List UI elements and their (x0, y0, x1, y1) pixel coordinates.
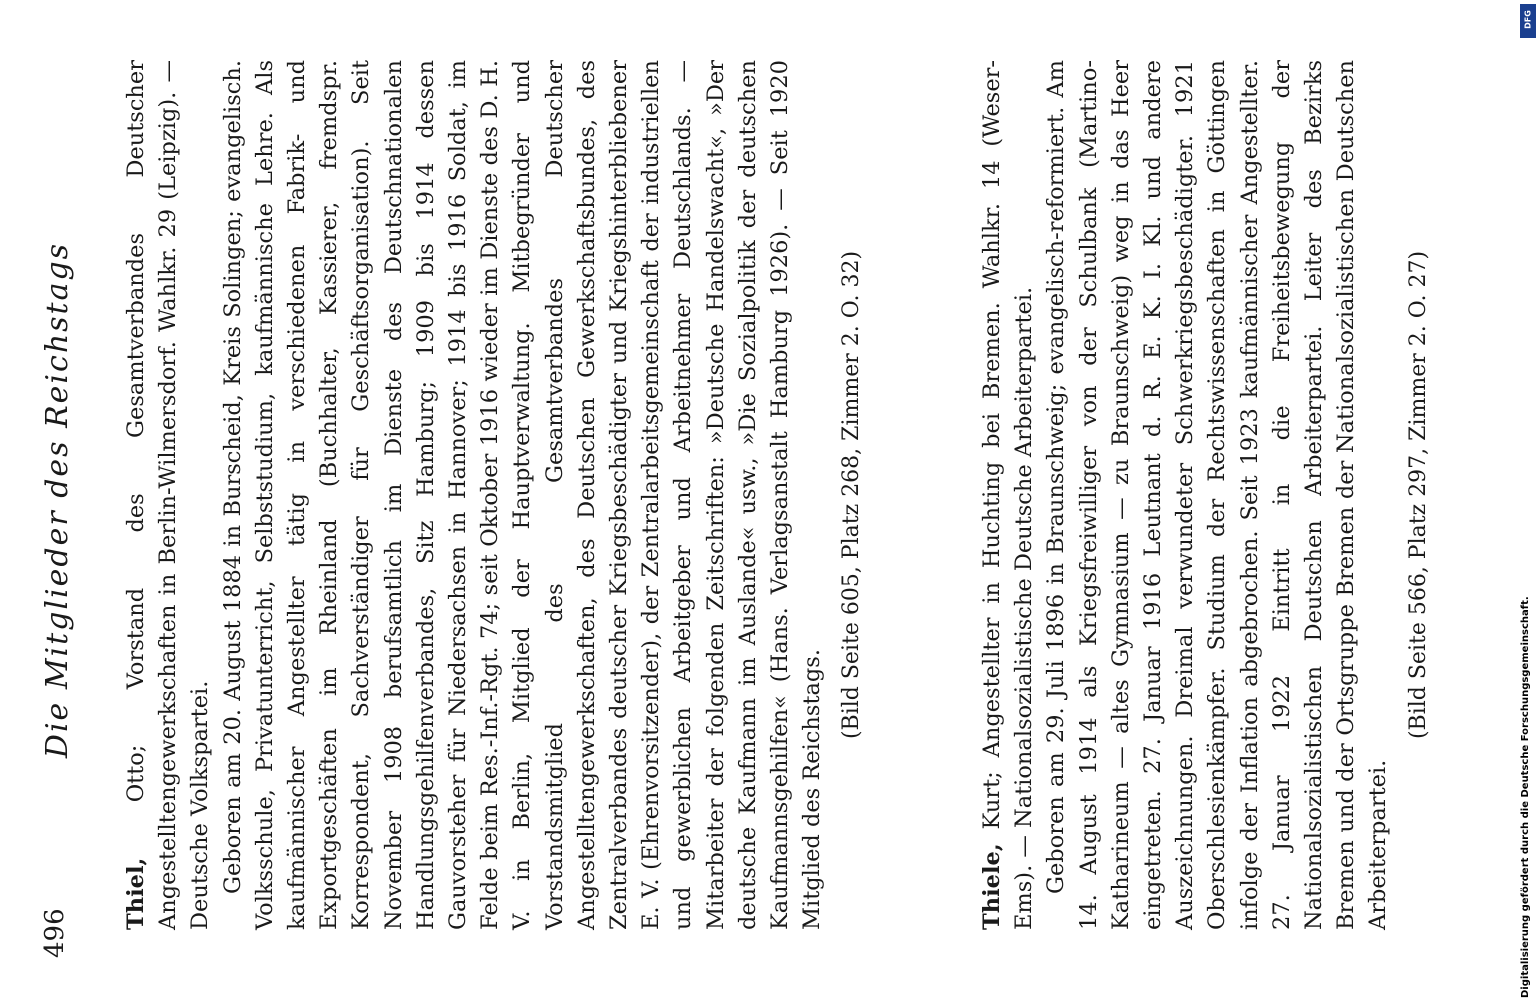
entry-reference: (Bild Seite 605, Platz 268, Zimmer 2. O. 32) (839, 250, 865, 740)
digitization-imprint (1516, 0, 1540, 1000)
dfg-logo-text: DFG (1523, 10, 1533, 29)
entry-lead (976, 60, 1040, 930)
biography-entry-thiele-kurt (976, 60, 1435, 930)
biography-entry-thiel-otto (120, 60, 869, 930)
running-head: Die Mitglieder des Reichstags (40, 241, 75, 759)
imprint-text: Digitalisierung gefördert durch die Deutsche Forschungsgemeinschaft. (1520, 596, 1531, 998)
page-header (40, 0, 80, 1000)
entry-lead (120, 60, 217, 930)
page-number: 496 (40, 908, 70, 958)
entry-name: Thiel, (123, 857, 149, 930)
entry-intro: Kurt; Angestellter in Huchting bei Bremen. Wahlkr. 14 (Weser-Ems). — Nationalsozialistische Deutsche Arbeiterpartei. (979, 60, 1038, 930)
entry-body: Geboren am 29. Juli 1896 in Braunschweig; evangelisch-reformiert. Am 14. August 1914 als Kriegsfreiwilliger von der Schulbank (Martino-Katharineum — altes Gymnasium — zu Braunschweig) weg in das Heer eingetreten. 27. Januar 1916 Leutnant d. R. E. K. I. Kl. und andere Auszeichnungen. Dreimal verwundeter Schwerkriegsbeschädigter. 1921 Oberschlesienkämpfer. Studium der Rechtswissenschaften in Göttingen infolge der Inflation abgebrochen. Seit 1923 kaufmännischer Angestellter. 27. Januar 1922 Eintritt in die Freiheitsbewegung der Nationalsozialistischen Deutschen Arbeiterpartei. Leiter des Bezirks Bremen und der Ortsgruppe Bremen der Nationalsozialistischen Deutschen Arbeiterpartei. (1043, 60, 1392, 930)
entry-name: Thiele, (979, 843, 1005, 930)
entry-body: Geboren am 20. August 1884 in Burscheid, Kreis Solingen; evangelisch. Volksschule, Privatunterricht, Selbststudium, kaufmännische Lehre. Als kaufmännischer Angestellter tätig in verschiedenen Fabrik- und Exportgeschäften im Rheinland (Buchhalter, Kassierer, fremdspr. Korrespondent, Sachverständiger für Geschäftsorganisation). Seit November 1908 berufsamtlich im Dienste des Deutschnationalen Handlungsgehilfenverbandes, Sitz Hamburg; 1909 bis 1914 dessen Gauvorsteher für Niedersachsen in Hannover; 1914 bis 1916 Soldat, im Felde beim Res.-Inf.-Rgt. 74; seit Oktober 1916 wieder im Dienste des D. H. V. in Berlin, Mitglied der Hauptverwaltung. Mitbegründer und Vorstandsmitglied des Gesamtverbandes Deutscher Angestelltengewerkschaften, des Deutschen Gewerkschaftsbundes, des Zentralverbandes deutscher Kriegsbeschädigter und Kriegshinterbliebener E. V. (Ehrenvorsitzender), der Zentralarbeitsgemeinschaft der industriellen und gewerblichen Arbeitgeber und Arbeitnehmer Deutschlands. — Mitarbeiter der folgenden Zeitschriften: »Deutsche Handelswacht«, »Der deutsche Kaufmann im Auslande« usw., »Die Sozialpolitik der deutschen Kaufmannsgehilfen« (Hans. Verlagsanstalt Hamburg 1926). — Seit 1920 Mitglied des Reichstags. (219, 60, 826, 930)
entry-reference: (Bild Seite 566, Platz 297, Zimmer 2. O. 27) (1405, 250, 1431, 740)
entry-intro: Otto; Vorstand des Gesamtverbandes Deutscher Angestelltengewerkschaften in Berlin-Wilmersdorf. Wahlkr. 29 (Leipzig). — Deutsche Volkspartei. (123, 60, 214, 930)
